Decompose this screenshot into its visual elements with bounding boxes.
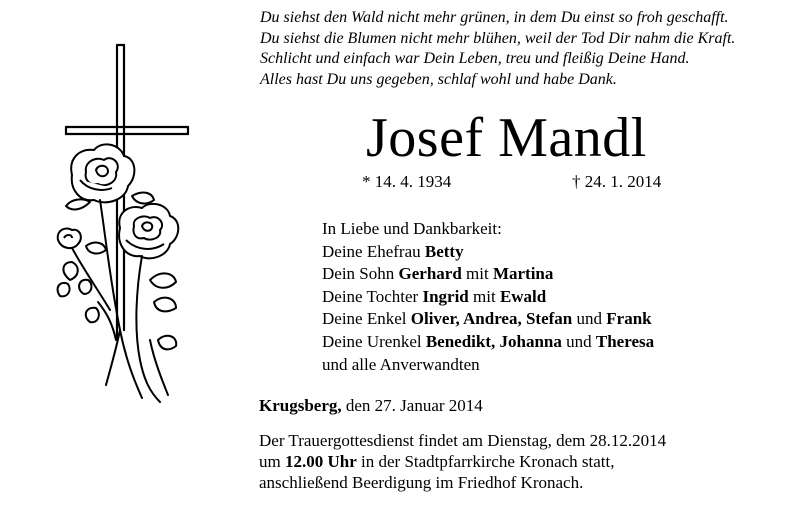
- cross-with-roses-icon: [50, 40, 190, 410]
- mourner-daughter: [322, 286, 654, 309]
- mourner-name: Oliver, Andrea, Stefan: [410, 309, 573, 329]
- birth-date: * 14. 4. 1934: [362, 172, 452, 191]
- mourner-name: Benedikt, Johanna: [425, 331, 562, 351]
- service-text: um: [259, 452, 285, 471]
- service-line: [259, 451, 666, 472]
- mourner-name: Frank: [606, 309, 652, 329]
- mourners-list: [322, 218, 654, 376]
- connector-text: und: [561, 331, 596, 351]
- connector-text: und: [572, 309, 607, 329]
- mourners-others: und alle Anverwandten: [322, 354, 480, 374]
- poem-line: Alles hast Du uns gegeben, schlaf wohl und habe Dank.: [260, 70, 617, 88]
- service-text: in der Stadtpfarrkirche Kronach statt,: [356, 452, 615, 471]
- relation-label: Deine Enkel: [322, 309, 411, 329]
- mourner-name: Betty: [424, 241, 464, 261]
- service-info: [259, 430, 666, 493]
- mourner-greatgrandchildren: [322, 331, 654, 354]
- poem-line: Du siehst den Wald nicht mehr grünen, in dem Du einst so froh geschafft.: [260, 9, 729, 26]
- mourner-name: Theresa: [595, 331, 655, 351]
- poem-line: Schlicht und einfach war Dein Leben, treu und fleißig Deine Hand.: [260, 50, 690, 67]
- place-name: Krugsberg,: [259, 396, 342, 415]
- relation-label: Dein Sohn: [322, 264, 399, 284]
- notice-date: den 27. Januar 2014: [341, 396, 483, 415]
- relation-label: Deine Ehefrau: [322, 241, 425, 261]
- poem: [260, 8, 790, 90]
- mourner-name: Gerhard: [398, 264, 462, 284]
- deceased-name: Josef Mandl: [366, 107, 647, 169]
- mourners-intro: In Liebe und Dankbarkeit:: [322, 219, 502, 238]
- mourner-name: Ingrid: [422, 286, 469, 306]
- poem-line: Du siehst die Blumen nicht mehr blühen, weil der Tod Dir nahm die Kraft.: [260, 29, 736, 47]
- mourner-name: Ewald: [499, 286, 547, 306]
- mourner-son: [322, 263, 654, 286]
- mourner-name: Martina: [492, 264, 554, 284]
- relation-label: Deine Tochter: [322, 286, 423, 306]
- service-line: Der Trauergottesdienst findet am Dienstag, dem 28.12.2014: [259, 431, 667, 450]
- place-date: [259, 395, 483, 417]
- connector-text: mit: [468, 286, 500, 306]
- service-line: anschließend Beerdigung im Friedhof Kronach.: [259, 473, 584, 492]
- connector-text: mit: [461, 264, 493, 284]
- death-date: † 24. 1. 2014: [572, 172, 662, 191]
- service-time: 12.00 Uhr: [284, 452, 357, 471]
- relation-label: Deine Urenkel: [322, 331, 426, 351]
- mourner-wife: [322, 241, 654, 264]
- mourner-grandchildren: [322, 308, 654, 331]
